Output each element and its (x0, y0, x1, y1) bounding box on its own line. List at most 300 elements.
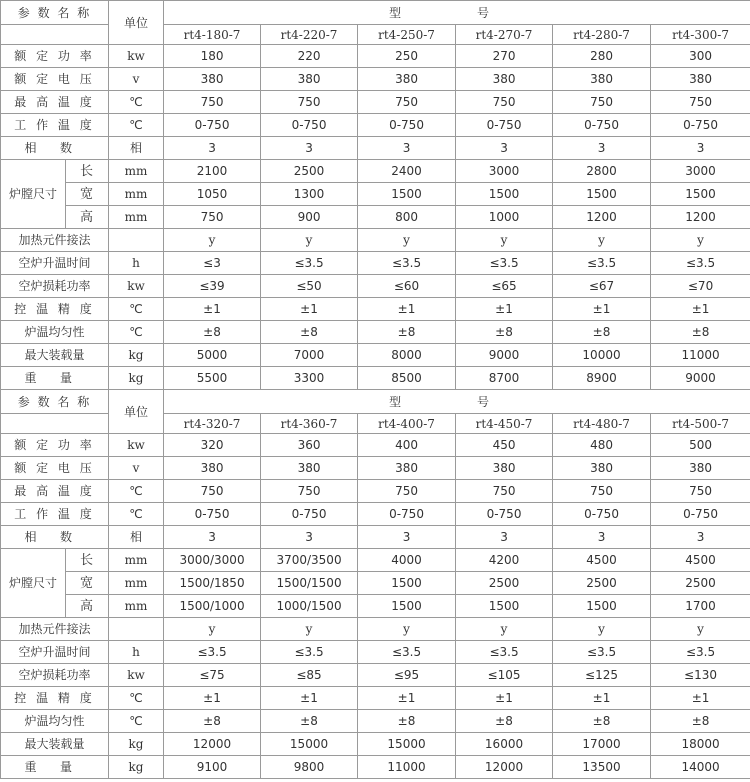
param-label: 最 高 温 度 (1, 91, 109, 114)
value-cell: 1300 (261, 183, 358, 206)
value-cell: y (456, 618, 553, 641)
unit-cell: kg (109, 733, 164, 756)
value-cell: 380 (553, 68, 651, 91)
value-cell: y (358, 618, 456, 641)
value-cell: y (456, 229, 553, 252)
value-cell: 17000 (553, 733, 651, 756)
value-cell: 9100 (164, 756, 261, 779)
param-label-a: 相 (24, 530, 37, 544)
unit-cell: ℃ (109, 687, 164, 710)
value-cell: 380 (358, 457, 456, 480)
value-cell: 8000 (358, 344, 456, 367)
table-row (1, 344, 750, 367)
dimension-label: 长 (66, 160, 109, 183)
table-row (1, 252, 750, 275)
unit-cell: ℃ (109, 91, 164, 114)
unit-cell: 相 (109, 526, 164, 549)
value-cell: 750 (456, 480, 553, 503)
model-name: rt4-250-7 (358, 25, 456, 45)
header-row (1, 390, 750, 414)
value-cell: 9800 (261, 756, 358, 779)
value-cell: 0-750 (358, 114, 456, 137)
value-cell: 9000 (651, 367, 750, 390)
value-cell: ±8 (261, 710, 358, 733)
value-cell: ≤70 (651, 275, 750, 298)
value-cell: y (553, 229, 651, 252)
value-cell: 750 (164, 480, 261, 503)
unit-cell: kw (109, 434, 164, 457)
value-cell: 3 (358, 526, 456, 549)
value-cell: 400 (358, 434, 456, 457)
value-cell: 0-750 (164, 503, 261, 526)
value-cell: 1500/1500 (261, 572, 358, 595)
value-cell: ≤3.5 (651, 641, 750, 664)
unit-cell: mm (109, 160, 164, 183)
unit-cell: v (109, 457, 164, 480)
model-name: rt4-500-7 (651, 414, 750, 434)
dimension-label: 高 (66, 595, 109, 618)
value-cell: ≤125 (553, 664, 651, 687)
value-cell: 15000 (261, 733, 358, 756)
value-cell: 0-750 (553, 503, 651, 526)
param-label-a: 重 (24, 760, 37, 774)
value-cell: 750 (358, 480, 456, 503)
value-cell: 450 (456, 434, 553, 457)
value-cell: 7000 (261, 344, 358, 367)
value-cell: ≤60 (358, 275, 456, 298)
table-row (1, 183, 750, 206)
value-cell: 380 (164, 68, 261, 91)
value-cell: ≤3.5 (553, 641, 651, 664)
value-cell: 4500 (553, 549, 651, 572)
value-cell: 380 (456, 457, 553, 480)
unit-cell: mm (109, 595, 164, 618)
value-cell: ±1 (553, 298, 651, 321)
value-cell: 0-750 (261, 114, 358, 137)
table-row (1, 114, 750, 137)
value-cell: 11000 (358, 756, 456, 779)
param-label: 加热元件接法 (1, 229, 109, 252)
value-cell: ≤85 (261, 664, 358, 687)
value-cell: 750 (651, 480, 750, 503)
value-cell: ≤95 (358, 664, 456, 687)
value-cell: 5000 (164, 344, 261, 367)
table-row (1, 137, 750, 160)
param-label-a: 相 (24, 141, 37, 155)
table-row (1, 572, 750, 595)
table-row (1, 229, 750, 252)
value-cell: 1700 (651, 595, 750, 618)
value-cell: 800 (358, 206, 456, 229)
value-cell: 3 (164, 137, 261, 160)
value-cell: 18000 (651, 733, 750, 756)
chamber-size-label: 炉膛尺寸 (1, 549, 66, 618)
value-cell: 1000/1500 (261, 595, 358, 618)
value-cell: 3 (261, 526, 358, 549)
value-cell: 0-750 (553, 114, 651, 137)
value-cell: ≤3.5 (358, 641, 456, 664)
value-cell: ≤67 (553, 275, 651, 298)
value-cell: 1500 (358, 595, 456, 618)
value-cell: 4000 (358, 549, 456, 572)
table-row (1, 434, 750, 457)
table-row (1, 321, 750, 344)
value-cell: 2800 (553, 160, 651, 183)
value-cell: 270 (456, 45, 553, 68)
value-cell: ±8 (358, 710, 456, 733)
model-header: 型 号 (164, 390, 750, 414)
value-cell: ±1 (456, 298, 553, 321)
param-label: 最大装载量 (1, 733, 109, 756)
unit-cell: h (109, 252, 164, 275)
value-cell: 750 (553, 480, 651, 503)
param-label: 控 温 精 度 (1, 687, 109, 710)
unit-cell (109, 618, 164, 641)
value-cell: 380 (553, 457, 651, 480)
model-name: rt4-320-7 (164, 414, 261, 434)
value-cell: 13500 (553, 756, 651, 779)
unit-cell: kg (109, 344, 164, 367)
table-row (1, 480, 750, 503)
table-row (1, 549, 750, 572)
table-row (1, 710, 750, 733)
blank-cell (1, 414, 109, 434)
value-cell: ±1 (651, 687, 750, 710)
value-cell: ≤3.5 (261, 641, 358, 664)
unit-cell: ℃ (109, 114, 164, 137)
table-row (1, 687, 750, 710)
value-cell: 2500 (553, 572, 651, 595)
param-label-b: 量 (60, 371, 73, 385)
value-cell: 380 (358, 68, 456, 91)
value-cell: 3 (651, 137, 750, 160)
value-cell: ≤3.5 (456, 252, 553, 275)
model-name: rt4-360-7 (261, 414, 358, 434)
value-cell: ≤130 (651, 664, 750, 687)
param-label (1, 756, 109, 779)
value-cell: 10000 (553, 344, 651, 367)
param-name-header: 参 数 名 称 (1, 1, 109, 25)
value-cell: 750 (261, 480, 358, 503)
value-cell: ≤3.5 (261, 252, 358, 275)
model-name: rt4-480-7 (553, 414, 651, 434)
value-cell: 1500 (456, 183, 553, 206)
table-row (1, 503, 750, 526)
value-cell: 750 (358, 91, 456, 114)
value-cell: 750 (261, 91, 358, 114)
value-cell: 0-750 (651, 503, 750, 526)
value-cell: y (651, 229, 750, 252)
value-cell: 380 (164, 457, 261, 480)
value-cell: 3 (553, 137, 651, 160)
value-cell: ±8 (164, 321, 261, 344)
table-row (1, 206, 750, 229)
value-cell: 1500/1850 (164, 572, 261, 595)
value-cell: 380 (651, 457, 750, 480)
value-cell: 4500 (651, 549, 750, 572)
table-row (1, 664, 750, 687)
value-cell: 14000 (651, 756, 750, 779)
value-cell: 1000 (456, 206, 553, 229)
dimension-label: 高 (66, 206, 109, 229)
param-label: 额 定 功 率 (1, 45, 109, 68)
value-cell: ≤65 (456, 275, 553, 298)
value-cell: 12000 (164, 733, 261, 756)
value-cell: 2100 (164, 160, 261, 183)
table-row (1, 526, 750, 549)
unit-cell: kw (109, 664, 164, 687)
value-cell: 750 (651, 91, 750, 114)
value-cell: 0-750 (456, 503, 553, 526)
value-cell: ±8 (651, 321, 750, 344)
table-row (1, 641, 750, 664)
value-cell: 3700/3500 (261, 549, 358, 572)
param-label: 空炉升温时间 (1, 252, 109, 275)
value-cell: ±1 (553, 687, 651, 710)
unit-cell: mm (109, 572, 164, 595)
model-name: rt4-220-7 (261, 25, 358, 45)
param-label: 控 温 精 度 (1, 298, 109, 321)
value-cell: 2500 (651, 572, 750, 595)
value-cell: 0-750 (164, 114, 261, 137)
table-row (1, 45, 750, 68)
value-cell: 2500 (456, 572, 553, 595)
value-cell: ±1 (651, 298, 750, 321)
value-cell: 1500 (358, 183, 456, 206)
param-label: 空炉损耗功率 (1, 275, 109, 298)
value-cell: ±8 (456, 710, 553, 733)
value-cell: 1500 (553, 595, 651, 618)
value-cell: y (651, 618, 750, 641)
value-cell: 360 (261, 434, 358, 457)
value-cell: y (261, 229, 358, 252)
value-cell: ≤3.5 (553, 252, 651, 275)
table-row (1, 618, 750, 641)
value-cell: y (358, 229, 456, 252)
value-cell: 380 (651, 68, 750, 91)
value-cell: 3000 (456, 160, 553, 183)
value-cell: 3 (261, 137, 358, 160)
param-label: 炉温均匀性 (1, 710, 109, 733)
value-cell: 1200 (651, 206, 750, 229)
unit-cell: kg (109, 756, 164, 779)
model-name: rt4-450-7 (456, 414, 553, 434)
value-cell: ≤75 (164, 664, 261, 687)
unit-cell: ℃ (109, 321, 164, 344)
param-label (1, 526, 109, 549)
model-name: rt4-300-7 (651, 25, 750, 45)
value-cell: 2400 (358, 160, 456, 183)
value-cell: 750 (553, 91, 651, 114)
value-cell: 0-750 (358, 503, 456, 526)
param-label (1, 367, 109, 390)
value-cell: 16000 (456, 733, 553, 756)
value-cell: 3 (456, 137, 553, 160)
value-cell: 3 (164, 526, 261, 549)
value-cell: 5500 (164, 367, 261, 390)
value-cell: 3 (553, 526, 651, 549)
table-row (1, 68, 750, 91)
value-cell: ±8 (456, 321, 553, 344)
value-cell: 11000 (651, 344, 750, 367)
value-cell: 3300 (261, 367, 358, 390)
table-row (1, 733, 750, 756)
value-cell: 380 (261, 68, 358, 91)
value-cell: ±8 (651, 710, 750, 733)
param-label: 最 高 温 度 (1, 480, 109, 503)
value-cell: 3 (456, 526, 553, 549)
value-cell: 900 (261, 206, 358, 229)
param-label: 额 定 电 压 (1, 68, 109, 91)
unit-cell: v (109, 68, 164, 91)
value-cell: ≤3 (164, 252, 261, 275)
model-name: rt4-280-7 (553, 25, 651, 45)
value-cell: ±1 (358, 687, 456, 710)
model-name: rt4-270-7 (456, 25, 553, 45)
param-label: 炉温均匀性 (1, 321, 109, 344)
value-cell: 250 (358, 45, 456, 68)
table-row (1, 298, 750, 321)
table-row (1, 457, 750, 480)
value-cell: 1500 (456, 595, 553, 618)
unit-cell: ℃ (109, 298, 164, 321)
value-cell: 8700 (456, 367, 553, 390)
value-cell: 1050 (164, 183, 261, 206)
value-cell: 750 (456, 91, 553, 114)
unit-cell: ℃ (109, 503, 164, 526)
value-cell: ±8 (358, 321, 456, 344)
value-cell: ±8 (553, 321, 651, 344)
unit-header: 单位 (109, 390, 164, 434)
param-label: 空炉升温时间 (1, 641, 109, 664)
dimension-label: 长 (66, 549, 109, 572)
value-cell: ≤50 (261, 275, 358, 298)
value-cell: 380 (456, 68, 553, 91)
param-label: 额 定 电 压 (1, 457, 109, 480)
table-row (1, 367, 750, 390)
unit-header: 单位 (109, 1, 164, 45)
value-cell: ±8 (164, 710, 261, 733)
value-cell: ≤105 (456, 664, 553, 687)
value-cell: 8500 (358, 367, 456, 390)
param-name-header: 参 数 名 称 (1, 390, 109, 414)
unit-cell: mm (109, 183, 164, 206)
header-row (1, 1, 750, 25)
value-cell: ≤39 (164, 275, 261, 298)
unit-cell: mm (109, 549, 164, 572)
value-cell: ±1 (456, 687, 553, 710)
value-cell: ±8 (261, 321, 358, 344)
value-cell: 320 (164, 434, 261, 457)
value-cell: 0-750 (261, 503, 358, 526)
model-name: rt4-400-7 (358, 414, 456, 434)
value-cell: 9000 (456, 344, 553, 367)
spec-table-body (1, 1, 750, 779)
value-cell: ±1 (261, 298, 358, 321)
value-cell: ±1 (261, 687, 358, 710)
model-header: 型 号 (164, 1, 750, 25)
unit-cell: kw (109, 275, 164, 298)
model-name: rt4-180-7 (164, 25, 261, 45)
value-cell: ≤3.5 (651, 252, 750, 275)
param-label-b: 数 (60, 530, 73, 544)
value-cell: ≤3.5 (164, 641, 261, 664)
value-cell: 12000 (456, 756, 553, 779)
param-label: 加热元件接法 (1, 618, 109, 641)
param-label: 工 作 温 度 (1, 114, 109, 137)
unit-cell: h (109, 641, 164, 664)
value-cell: 15000 (358, 733, 456, 756)
unit-cell (109, 229, 164, 252)
value-cell: ±1 (358, 298, 456, 321)
value-cell: 1500/1000 (164, 595, 261, 618)
value-cell: 8900 (553, 367, 651, 390)
value-cell: 1200 (553, 206, 651, 229)
value-cell: 1500 (358, 572, 456, 595)
unit-cell: kg (109, 367, 164, 390)
value-cell: 220 (261, 45, 358, 68)
table-row (1, 275, 750, 298)
value-cell: 3000 (651, 160, 750, 183)
param-label-a: 重 (24, 371, 37, 385)
value-cell: ≤3.5 (456, 641, 553, 664)
value-cell: 3 (358, 137, 456, 160)
value-cell: ±1 (164, 687, 261, 710)
value-cell: 1500 (651, 183, 750, 206)
value-cell: 280 (553, 45, 651, 68)
value-cell: y (164, 229, 261, 252)
value-cell: 4200 (456, 549, 553, 572)
value-cell: 380 (261, 457, 358, 480)
chamber-size-label: 炉膛尺寸 (1, 160, 66, 229)
table-row (1, 595, 750, 618)
param-label: 工 作 温 度 (1, 503, 109, 526)
value-cell: 2500 (261, 160, 358, 183)
value-cell: 180 (164, 45, 261, 68)
value-cell: 480 (553, 434, 651, 457)
value-cell: y (164, 618, 261, 641)
value-cell: 1500 (553, 183, 651, 206)
value-cell: 3 (651, 526, 750, 549)
value-cell: 0-750 (651, 114, 750, 137)
param-label: 空炉损耗功率 (1, 664, 109, 687)
unit-cell: ℃ (109, 480, 164, 503)
table-row (1, 91, 750, 114)
table-row (1, 756, 750, 779)
value-cell: ≤3.5 (358, 252, 456, 275)
value-cell: 0-750 (456, 114, 553, 137)
param-label-b: 量 (60, 760, 73, 774)
value-cell: 750 (164, 206, 261, 229)
value-cell: 500 (651, 434, 750, 457)
value-cell: 750 (164, 91, 261, 114)
value-cell: y (261, 618, 358, 641)
blank-cell (1, 25, 109, 45)
param-label: 最大装载量 (1, 344, 109, 367)
value-cell: y (553, 618, 651, 641)
param-label (1, 137, 109, 160)
value-cell: 300 (651, 45, 750, 68)
param-label: 额 定 功 率 (1, 434, 109, 457)
value-cell: ±1 (164, 298, 261, 321)
unit-cell: ℃ (109, 710, 164, 733)
value-cell: ±8 (553, 710, 651, 733)
unit-cell: 相 (109, 137, 164, 160)
param-label-b: 数 (60, 141, 73, 155)
unit-cell: kw (109, 45, 164, 68)
unit-cell: mm (109, 206, 164, 229)
value-cell: 3000/3000 (164, 549, 261, 572)
